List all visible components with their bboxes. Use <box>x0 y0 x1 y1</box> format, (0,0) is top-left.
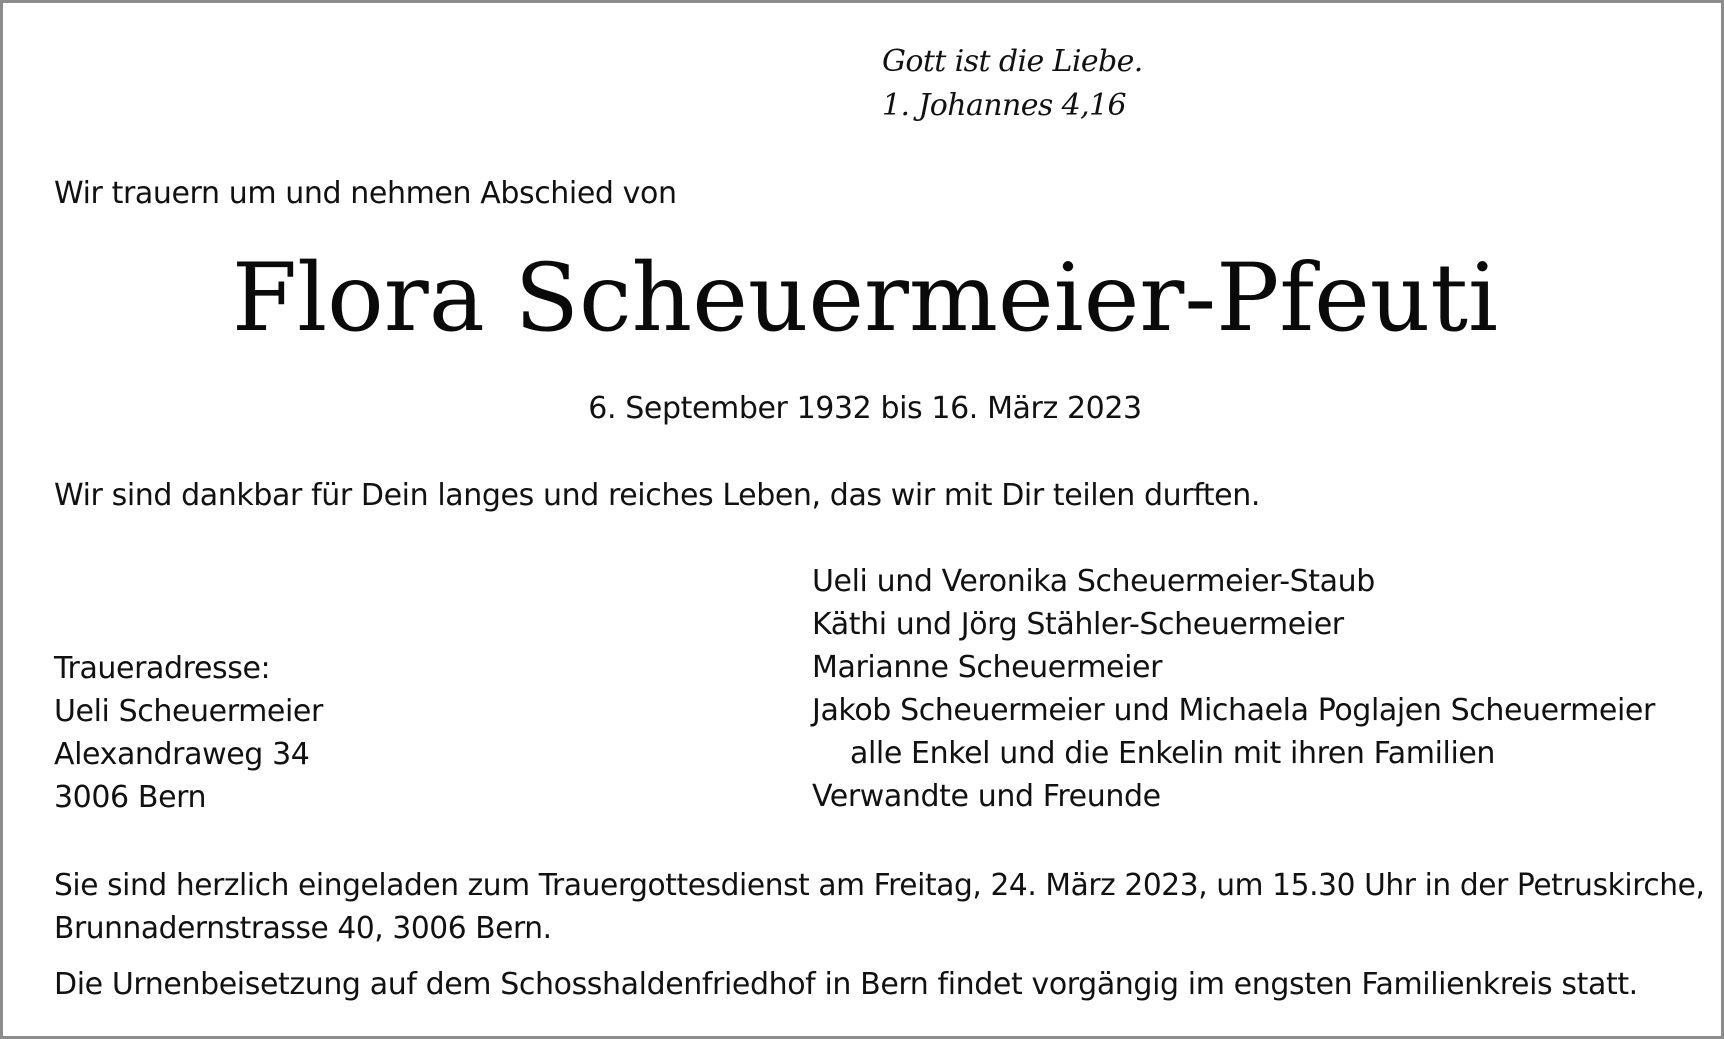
quote-reference: 1. Johannes 4,16 <box>882 88 1126 123</box>
quote-text: Gott ist die Liebe. <box>882 44 1143 79</box>
family-member: Verwandte und Freunde <box>812 779 1161 814</box>
family-member: Ueli und Veronika Scheuermeier-Staub <box>812 564 1375 599</box>
family-member: Marianne Scheuermeier <box>812 650 1163 685</box>
family-member: alle Enkel und die Enkelin mit ihren Familien <box>850 736 1496 771</box>
family-member: Käthi und Jörg Stähler-Scheuermeier <box>812 607 1344 642</box>
address-city: 3006 Bern <box>54 780 207 815</box>
address-name: Ueli Scheuermeier <box>54 694 323 729</box>
mourning-address <box>54 647 323 819</box>
family-member: Jakob Scheuermeier und Michaela Poglajen Scheuermeier <box>812 693 1655 728</box>
address-label: Traueradresse: <box>54 651 271 686</box>
bible-quote <box>882 40 1143 128</box>
service-invitation <box>54 864 1705 950</box>
address-street: Alexandraweg 34 <box>54 737 310 772</box>
life-dates: 6. September 1932 bis 16. März 2023 <box>588 391 1142 426</box>
thanks-text: Wir sind dankbar für Dein langes und reiches Leben, das wir mit Dir teilen durften. <box>54 478 1260 513</box>
burial-note: Die Urnenbeisetzung auf dem Schosshaldenfriedhof in Bern findet vorgängig im engsten Familienkreis statt. <box>54 967 1638 1002</box>
service-line: Sie sind herzlich eingeladen zum Trauergottesdienst am Freitag, 24. März 2023, um 15.30 Uhr in der Petruskirche, <box>54 868 1705 903</box>
service-line: Brunnadernstrasse 40, 3006 Bern. <box>54 911 552 946</box>
deceased-name: Flora Scheuermeier-Pfeuti <box>231 244 1499 353</box>
intro-text: Wir trauern um und nehmen Abschied von <box>54 176 677 211</box>
family-list <box>812 560 1655 818</box>
